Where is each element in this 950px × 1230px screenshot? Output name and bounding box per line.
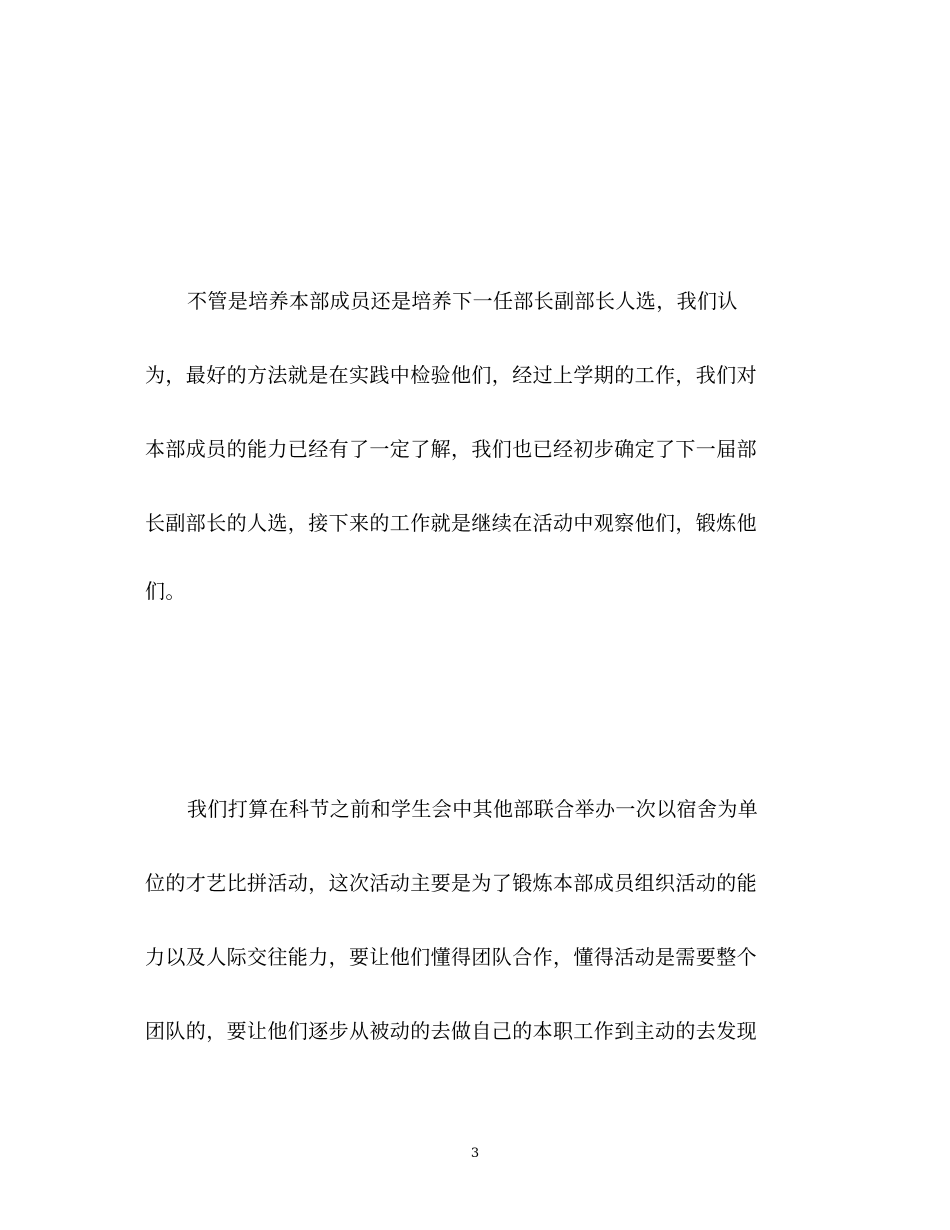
page-number: 3 [470,1146,480,1161]
paragraph-line: 长副部长的人选，接下来的工作就是继续在活动中观察他们，锻炼他 [145,511,757,535]
paragraph-line: 本部成员的能力已经有了一定了解，我们也已经初步确定了下一届部 [145,437,757,461]
paragraph-line: 位的才艺比拼活动，这次活动主要是为了锻炼本部成员组织活动的能 [145,871,757,895]
paragraph-line: 我们打算在科节之前和学生会中其他部联合举办一次以宿舍为单 [187,797,759,821]
paragraph-line: 们。 [145,579,186,603]
paragraph-line: 不管是培养本部成员还是培养下一任部长副部长人选，我们认 [187,289,738,313]
paragraph-line: 为，最好的方法就是在实践中检验他们，经过上学期的工作，我们对 [145,363,757,387]
paragraph-line: 力以及人际交往能力，要让他们懂得团队合作，懂得活动是需要整个 [145,945,757,969]
paragraph-line: 团队的，要让他们逐步从被动的去做自己的本职工作到主动的去发现 [145,1019,757,1043]
